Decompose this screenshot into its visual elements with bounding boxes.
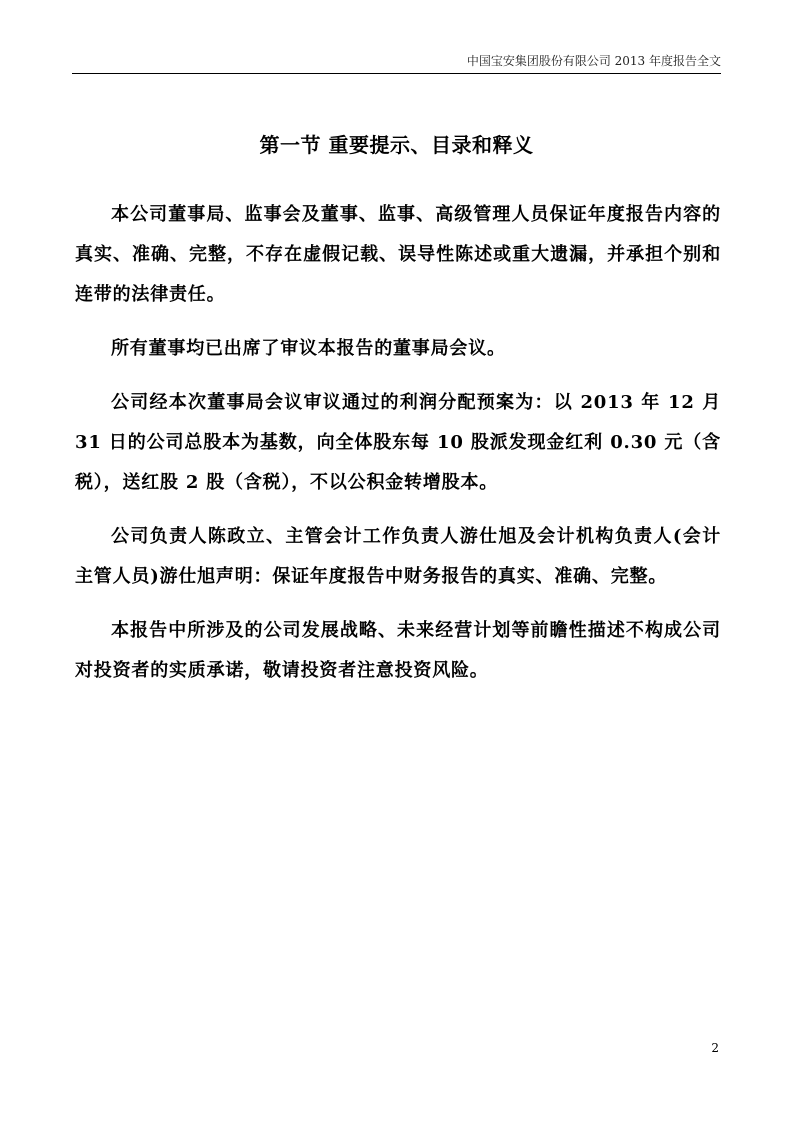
paragraph-financial-declaration: 公司负责人陈政立、主管会计工作负责人游仕旭及会计机构负责人(会计主管人员)游仕旭声明：保证年度报告中财务报告的真实、准确、完整。 xyxy=(75,526,721,587)
paragraph-forward-looking-disclaimer: 本报告中所涉及的公司发展战略、未来经营计划等前瞻性描述不构成公司对投资者的实质承诺，敬请投资者注意投资风险。 xyxy=(75,620,721,681)
section-title: 第一节 重要提示、目录和释义 xyxy=(259,133,534,157)
body-text xyxy=(75,195,721,705)
paragraph-responsibility-statement: 本公司董事局、监事会及董事、监事、高级管理人员保证年度报告内容的真实、准确、完整，不存在虚假记载、误导性陈述或重大遗漏，并承担个别和连带的法律责任。 xyxy=(75,204,721,305)
page-number: 2 xyxy=(711,1041,719,1055)
paragraph-profit-distribution: 公司经本次董事局会议审议通过的利润分配预案为：以 2013 年 12 月 31 日的公司总股本为基数，向全体股东每 10 股派发现金红利 0.30 元（含税），送红股 2 股（含税），不以公积金转增股本。 xyxy=(75,392,721,493)
paragraph-board-attendance: 所有董事均已出席了审议本报告的董事局会议。 xyxy=(111,338,506,359)
page-header: 中国宝安集团股份有限公司 2013 年度报告全文 xyxy=(72,53,721,74)
